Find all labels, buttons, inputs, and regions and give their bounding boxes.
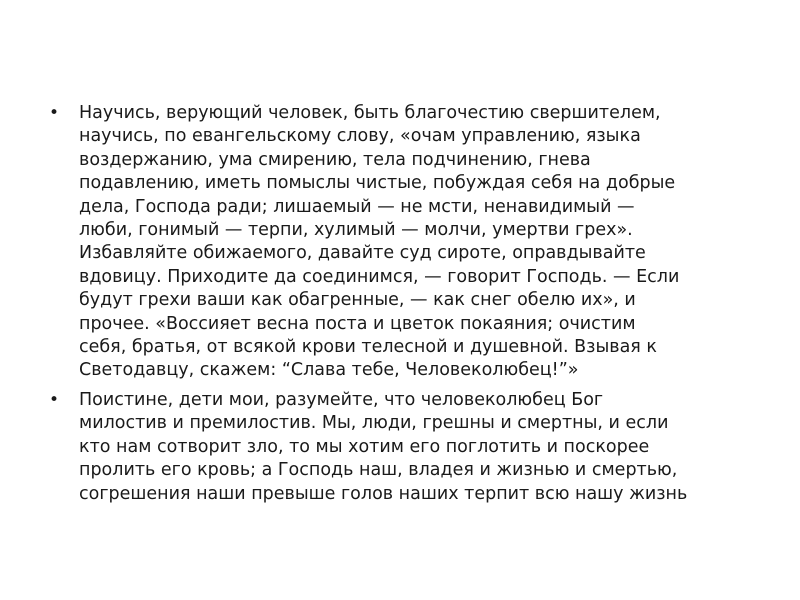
text-line: будут грехи ваши как обагренные, — как снег обелю их», и bbox=[79, 290, 636, 311]
text-line: Научись, верующий человек, быть благочестию свершителем, bbox=[79, 103, 661, 123]
text-line: подавлению, иметь помыслы чистые, побуждая себя на добрые bbox=[79, 173, 676, 194]
text-line: милостив и премилостив. Мы, люди, грешны и смертны, и если bbox=[79, 413, 669, 434]
text-line: люби, гонимый — терпи, хулимый — молчи, умертви грех». bbox=[79, 220, 633, 241]
text-line: дела, Господа ради; лишаемый — не мсти, ненавидимый — bbox=[79, 196, 635, 217]
text-line: вдовицу. Приходите да соединимся, — говорит Господь. — Если bbox=[79, 266, 680, 287]
text-line: прочее. «Воссияет весна поста и цветок покаяния; очистим bbox=[79, 313, 636, 334]
text-line: Избавляйте обижаемого, давайте суд сироте, оправдывайте bbox=[79, 243, 646, 264]
text-line: воздержанию, ума смирению, тела подчинению, гнева bbox=[79, 149, 591, 170]
text-line: согрешения наши превыше голов наших терпит всю нашу жизнь bbox=[79, 483, 688, 504]
text-line: Светодавцу, скажем: “Слава тебе, Человеколюбец!”» bbox=[79, 360, 579, 381]
bullet-list bbox=[45, 102, 785, 506]
bullet-item-1 bbox=[45, 102, 785, 383]
text-line: пролить его кровь; а Господь наш, владея и жизнью и смертью, bbox=[79, 460, 678, 481]
bullet-item-2 bbox=[45, 389, 785, 506]
text-line: кто нам сотворит зло, то мы хотим его поглотить и поскорее bbox=[79, 436, 650, 457]
text-line: Поистине, дети мои, разумейте, что человеколюбец Бог bbox=[79, 389, 604, 410]
bullet-marker-icon: • bbox=[49, 103, 60, 123]
bullet-marker-icon: • bbox=[49, 389, 60, 410]
text-line: себя, братья, от всякой крови телесной и душевной. Взывая к bbox=[79, 337, 657, 358]
text-line: научись, по евангельскому слову, «очам управлению, языка bbox=[79, 126, 641, 147]
